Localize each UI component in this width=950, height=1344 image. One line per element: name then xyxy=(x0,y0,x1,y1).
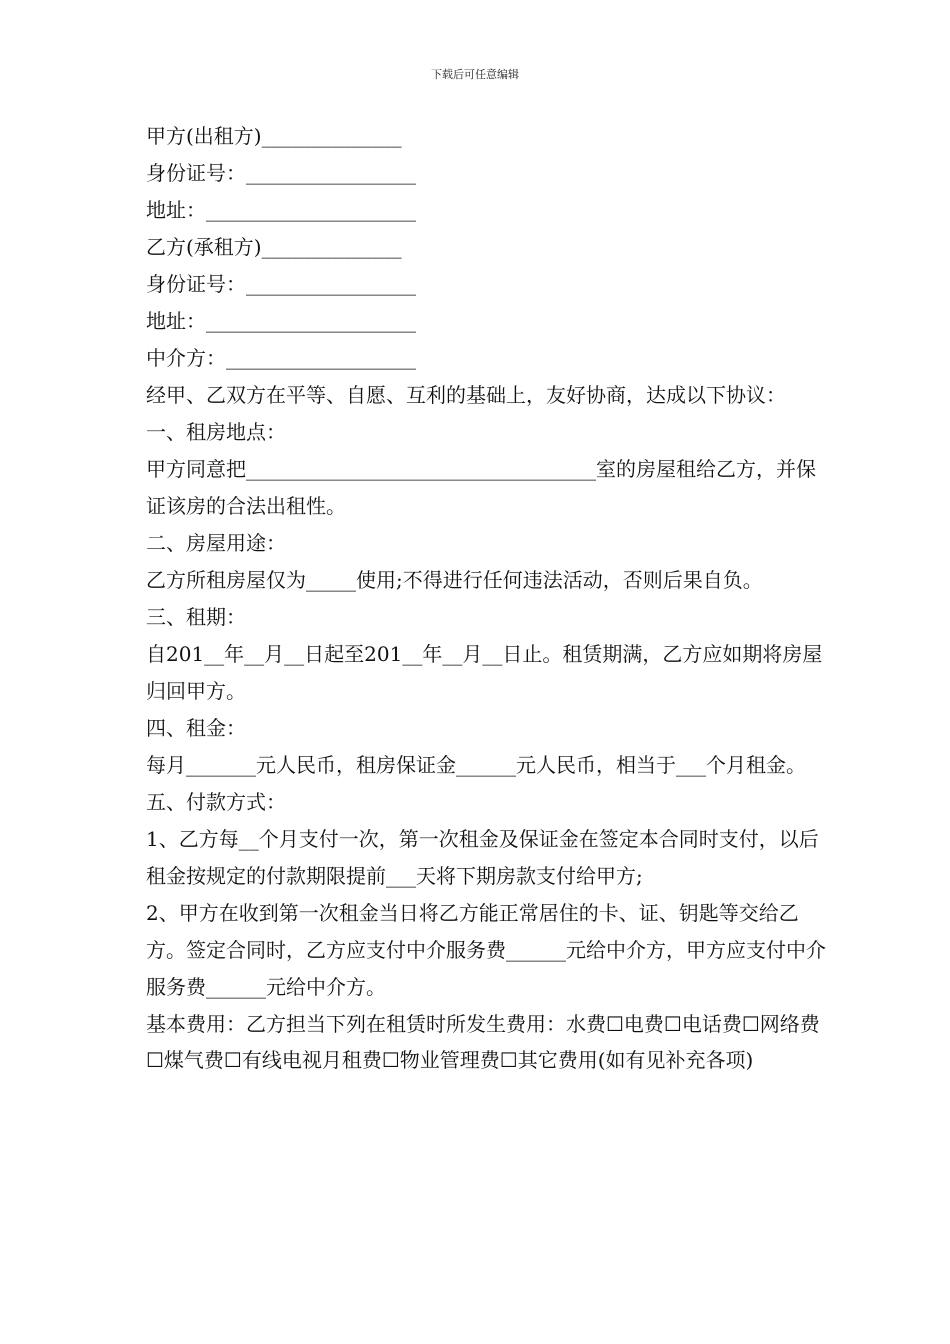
section-2-body: 乙方所租房屋仅为_____使用;不得进行任何违法活动，否则后果自负。 xyxy=(146,568,763,592)
section-1-body: 甲方同意把___________________________________室的房屋租给乙方，并保证该房的合法出租性。 xyxy=(146,457,816,518)
intro-paragraph: 经甲、乙双方在平等、自愿、互利的基础上，友好协商，达成以下协议： xyxy=(146,383,786,407)
tenant-id-line: 身份证号：_________________ xyxy=(146,272,416,296)
section-5-title: 五、付款方式： xyxy=(146,790,286,814)
section-5-item-2: 2、甲方在收到第一次租金当日将乙方能正常居住的卡、证、钥匙等交给乙方。签定合同时，乙方应支付中介服务费______元给中介方，甲方应支付中介服务费______元给中介方。 xyxy=(146,901,826,999)
basic-fees-paragraph: 基本费用：乙方担当下列在租赁时所发生费用：水费☐电费☐电话费☐网络费☐煤气费☐有线电视月租费☐物业管理费☐其它费用(如有见补充各项) xyxy=(146,1012,820,1072)
page-header-note: 下载后可任意编辑 xyxy=(431,68,519,81)
landlord-address-line: 地址：_____________________ xyxy=(146,198,416,222)
section-4-body: 每月_______元人民币，租房保证金______元人民币，相当于___个月租金。 xyxy=(146,753,806,777)
contract-body xyxy=(146,118,826,1078)
section-2-title: 二、房屋用途： xyxy=(146,531,286,555)
section-1-title: 一、租房地点： xyxy=(146,420,286,444)
agent-line: 中介方：___________________ xyxy=(146,346,416,370)
section-3-title: 三、租期： xyxy=(146,605,246,629)
section-3-body: 自201__年__月__日起至201__年__月__日止。租赁期满，乙方应如期将房屋归回甲方。 xyxy=(146,642,823,703)
tenant-line: 乙方(承租方)______________ xyxy=(146,235,402,259)
landlord-id-line: 身份证号：_________________ xyxy=(146,161,416,185)
section-5-item-1: 1、乙方每__个月支付一次，第一次租金及保证金在签定本合同时支付，以后租金按规定的付款期限提前___天将下期房款支付给甲方; xyxy=(146,827,819,888)
landlord-line: 甲方(出租方)______________ xyxy=(146,124,402,148)
section-4-title: 四、租金： xyxy=(146,716,246,740)
tenant-address-line: 地址：_____________________ xyxy=(146,309,416,333)
